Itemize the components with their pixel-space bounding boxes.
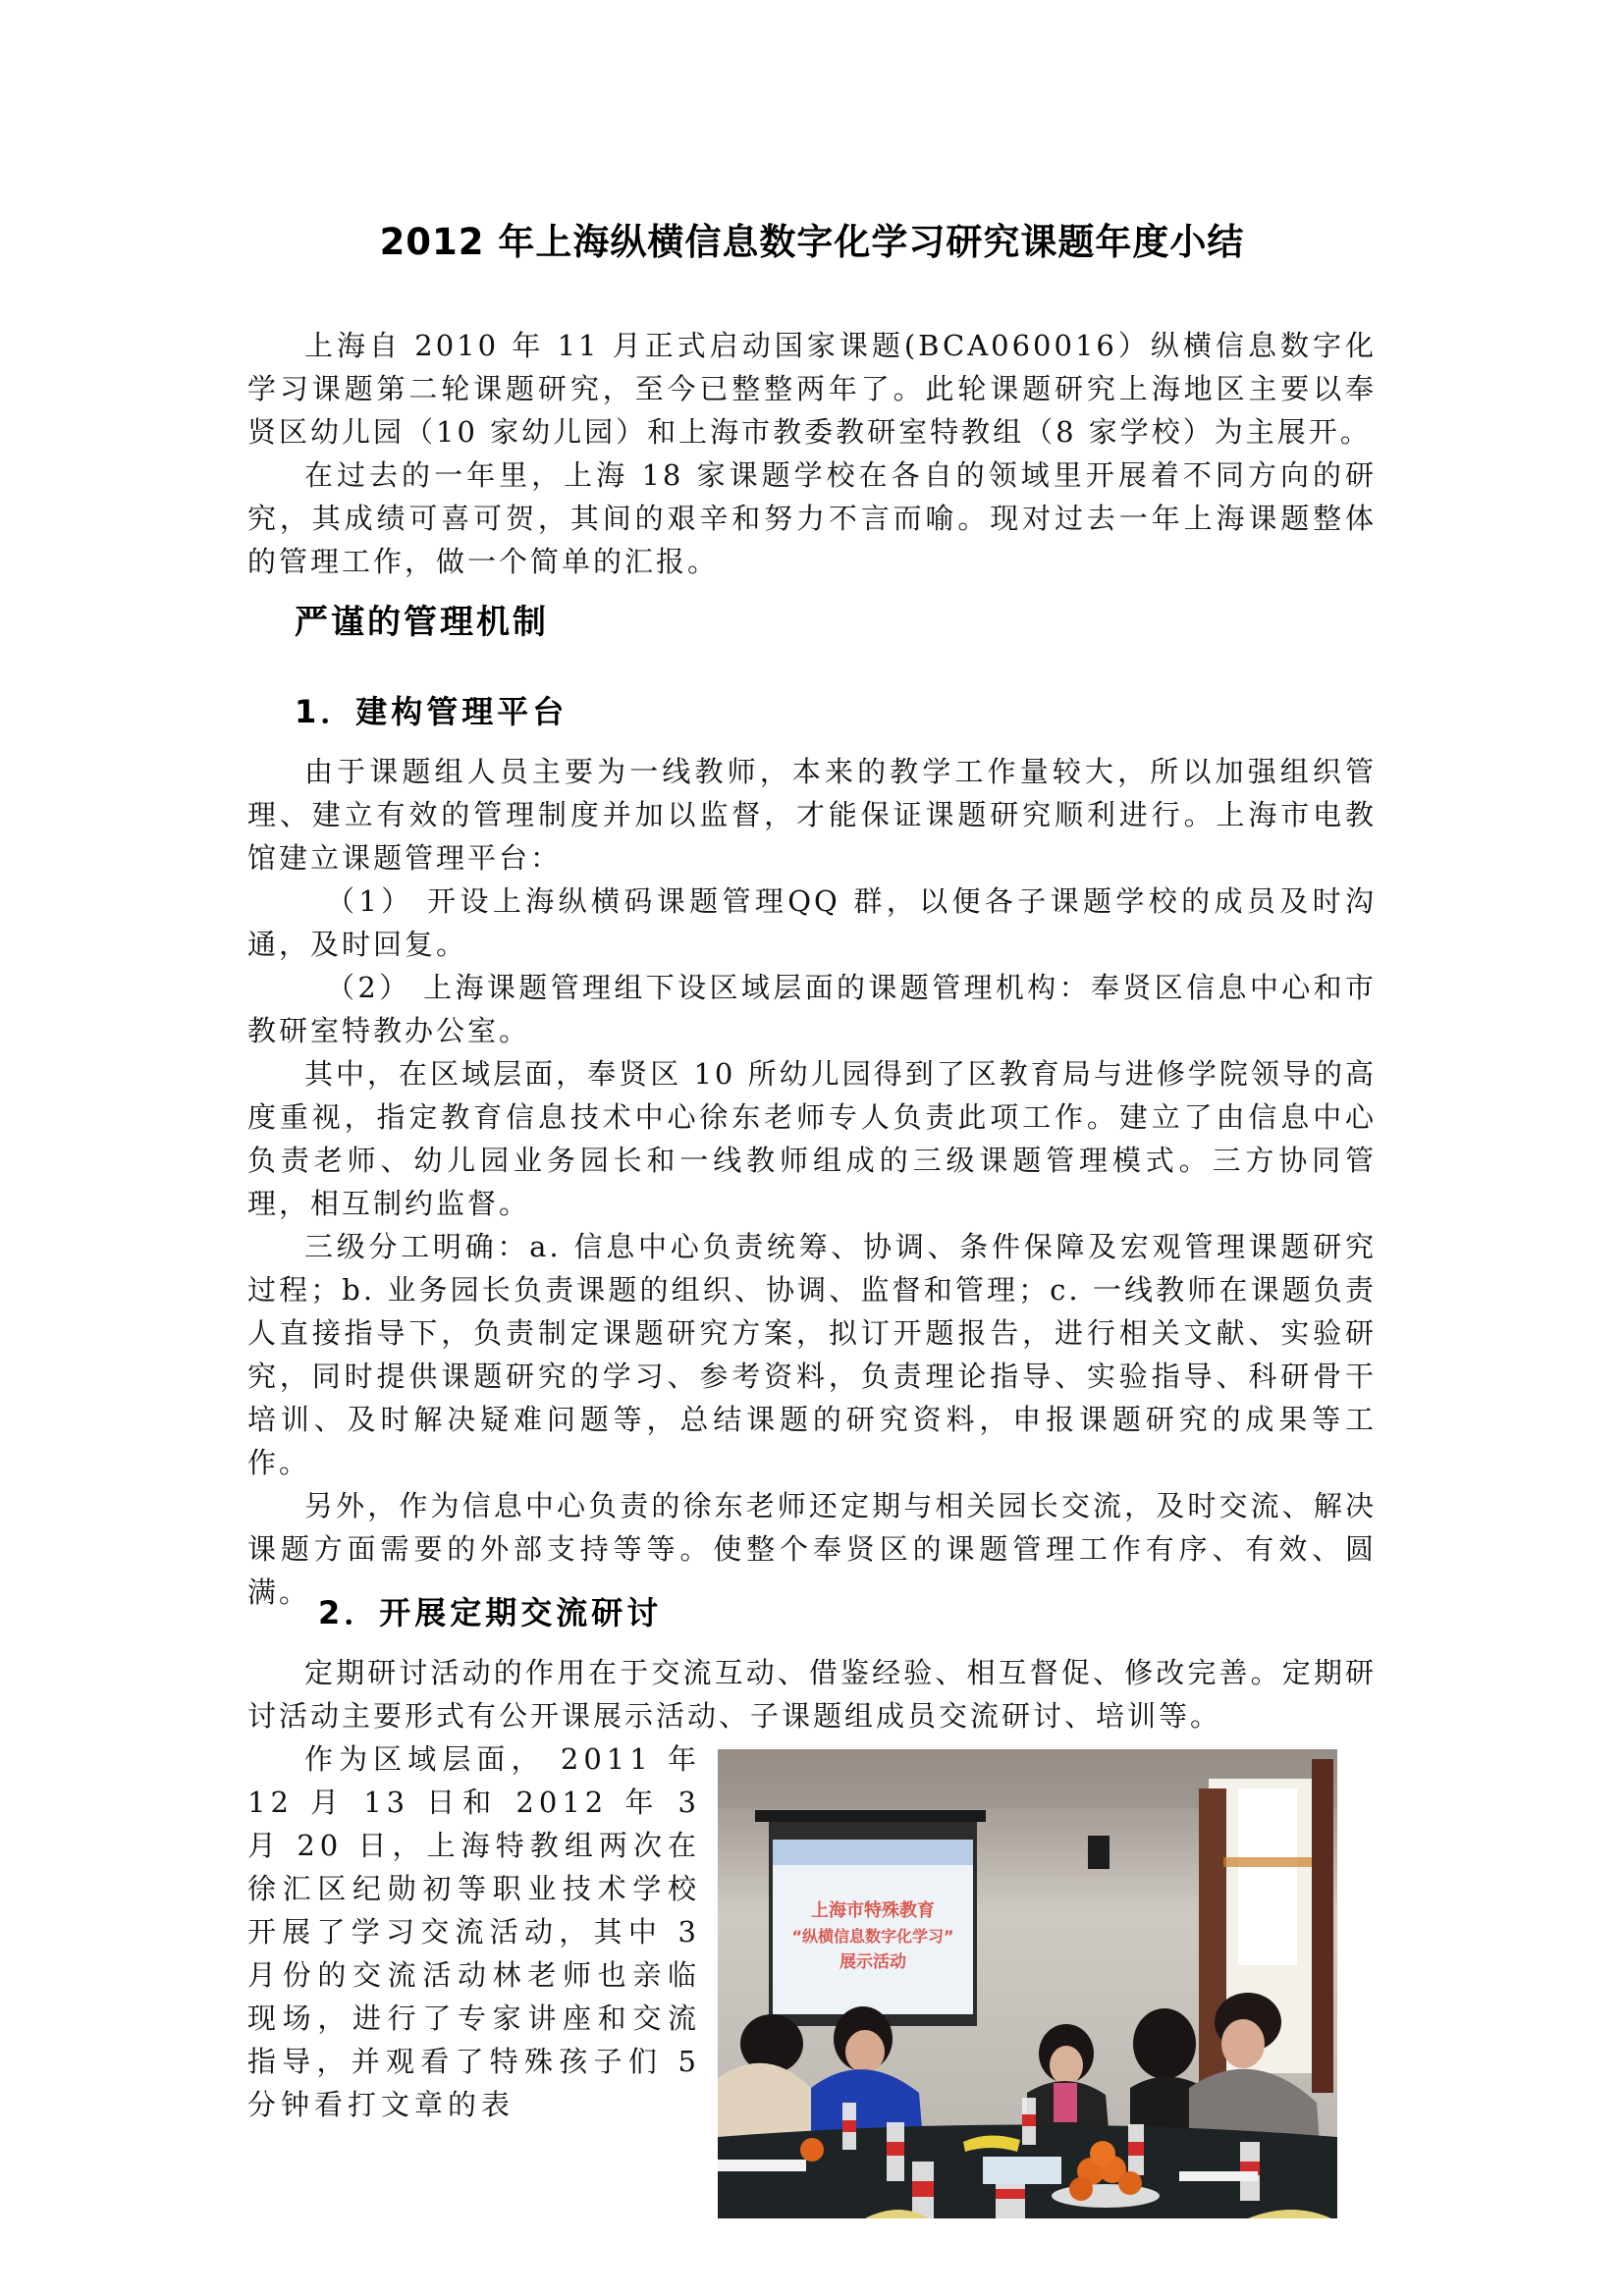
body-paragraph: 三级分工明确：a. 信息中心负责统筹、协调、条件保障及宏观管理课题研究过程；b. 业务园长负责课题的组织、协调、监督和管理；c. 一线教师在课题负责人直接指导下，负责制定课题研究方案，拟订开题报告，进行相关文献、实验研究，同时提供课题研究的学习、参考资料，负责理论指导、实验指导、科研骨干培训、及时解决疑难问题等，总结课题的研究资料，申报课题研究的成果等工作。 [247, 1230, 1377, 1479]
slide-line: 展示活动 [839, 1952, 906, 1972]
body-paragraph: 定期研讨活动的作用在于交流互动、借鉴经验、相互督促、修改完善。定期研讨活动主要形式有公开课展示活动、子课题组成员交流研讨、培训等。 [247, 1656, 1377, 1733]
intro-paragraph: 在过去的一年里，上海 18 家课题学校在各自的领域里开展着不同方向的研究，其成绩可喜可贺，其间的艰辛和努力不言而喻。现对过去一年上海课题整体的管理工作，做一个简单的汇报。 [247, 458, 1377, 578]
body-paragraph: 作为区域层面， 2011 年 12 月 13 日和 2012 年 3 月 20 日，上海特教组两次在徐汇区纪勋初等职业技术学校开展了学习交流活动，其中 3 月份的交流活动林老师也亲临现场，进行了专家讲座和交流指导，并观看了特殊孩子们 5 分钟看打文章的表 [247, 1742, 701, 2121]
intro-paragraph: 上海自 2010 年 11 月正式启动国家课题(BCA060016）纵横信息数字化学习课题第二轮课题研究，至今已整整两年了。此轮课题研究上海地区主要以奉贤区幼儿园（10 家幼儿园）和上海市教委教研室特教组（8 家学校）为主展开。 [247, 329, 1377, 449]
section-heading: 严谨的管理机制 [295, 603, 549, 642]
body-paragraph: 另外，作为信息中心负责的徐东老师还定期与相关园长交流，及时交流、解决课题方面需要的外部支持等等。使整个奉贤区的课题管理工作有序、有效、圆满。 [247, 1489, 1377, 1609]
list-item: （2） 上海课题管理组下设区域层面的课题管理机构：奉贤区信息中心和市教研室特教办公室。 [247, 971, 1377, 1047]
body-paragraph: 由于课题组人员主要为一线教师，本来的教学工作量较大，所以加强组织管理、建立有效的管理制度并加以监督，才能保证课题研究顺利进行。上海市电教馆建立课题管理平台： [247, 755, 1377, 875]
subsection-2-body [247, 1651, 1377, 1737]
subsection-1-body [247, 750, 1377, 1614]
page-title: 2012 年上海纵横信息数字化学习研究课题年度小结 [379, 221, 1245, 263]
slide-line: 上海市特殊教育 [811, 1900, 935, 1921]
slide-line: “纵横信息数字化学习” [791, 1927, 954, 1946]
photo-wrapped-text [247, 1737, 701, 2126]
subsection-heading: 1．建构管理平台 [295, 693, 568, 730]
meeting-photo-illustration [718, 1749, 1337, 2218]
meeting-photo [718, 1749, 1337, 2218]
subsection-heading: 2．开展定期交流研讨 [318, 1594, 663, 1631]
body-paragraph: 其中，在区域层面，奉贤区 10 所幼儿园得到了区教育局与进修学院领导的高度重视，指定教育信息技术中心徐东老师专人负责此项工作。建立了由信息中心负责老师、幼儿园业务园长和一线教师组成的三级课题管理模式。三方协同管理，相互制约监督。 [247, 1057, 1377, 1220]
intro-block [247, 324, 1377, 583]
list-item: （1） 开设上海纵横码课题管理QQ 群，以便各子课题学校的成员及时沟通，及时回复。 [247, 884, 1377, 961]
